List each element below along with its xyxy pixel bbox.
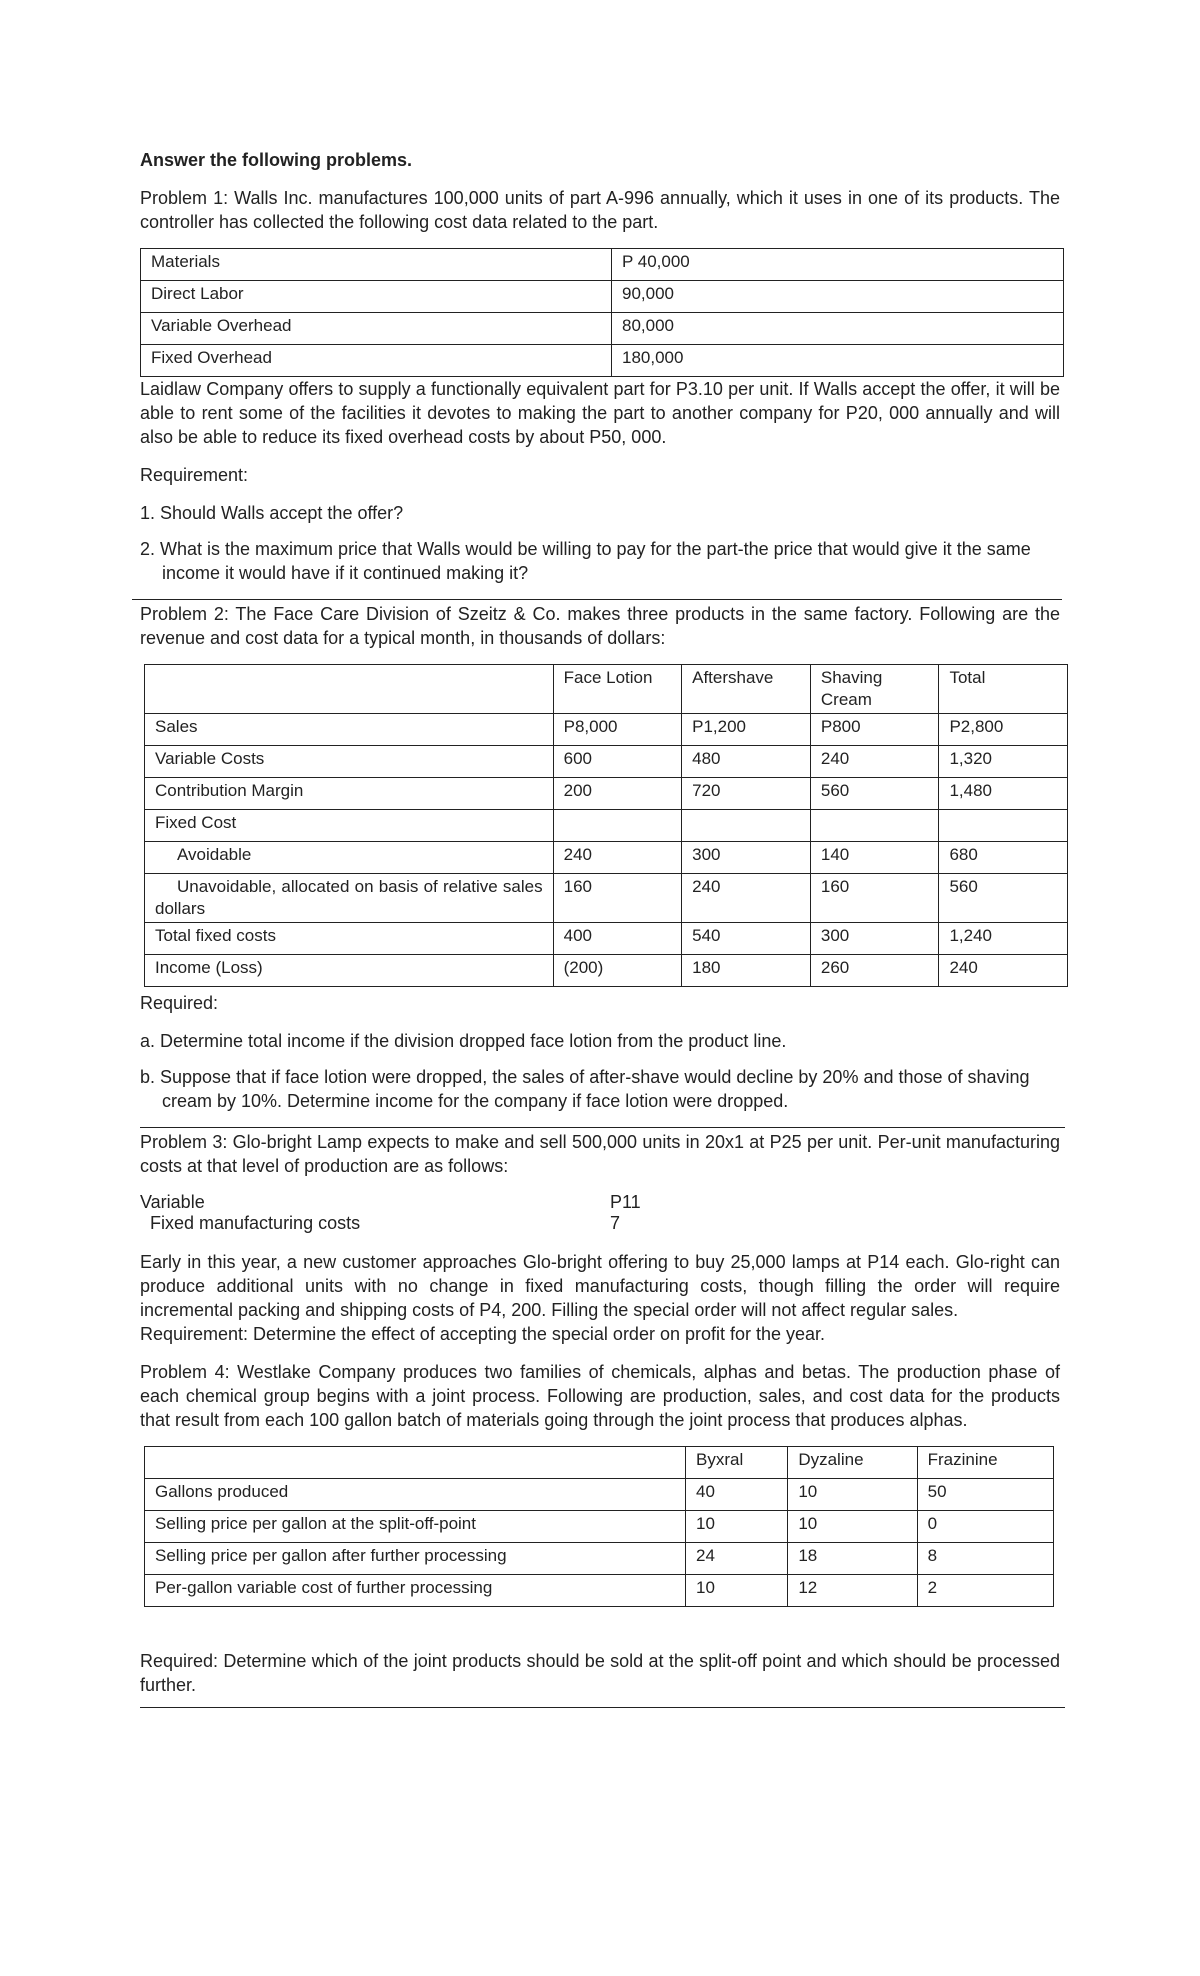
table-row [145,746,1068,778]
cell: 0 [917,1511,1053,1543]
row-label: Income (Loss) [145,955,554,987]
row-label: Contribution Margin [145,778,554,810]
problem-2-table [144,664,1068,987]
cell: P800 [810,714,939,746]
cost-value: P 40,000 [612,249,1064,281]
cell [810,810,939,842]
cell: 560 [939,874,1068,923]
cell: 40 [686,1479,788,1511]
cell [939,810,1068,842]
section-divider [140,1127,1065,1128]
cell: 240 [553,842,682,874]
cell [682,810,811,842]
cell: 720 [682,778,811,810]
problem-3-requirement: Requirement: Determine the effect of accepting the special order on profit for the year. [140,1324,826,1344]
problem-1-offer: Laidlaw Company offers to supply a functionally equivalent part for P3.10 per unit. If Walls accept the offer, it will be able to rent some of the facilities it devotes to making the part to another company for P20, 000 annually and will also be able to reduce its fixed overhead costs by about P50, 000. [140,379,1060,447]
problem-2 [140,602,1060,1113]
cost-label: Fixed manufacturing costs [150,1213,361,1233]
cell: 12 [788,1575,917,1607]
problem-2-questions [140,1029,1060,1113]
problem-1 [140,186,1060,585]
row-label: Variable Costs [145,746,554,778]
problem-3 [140,1130,1060,1346]
table-header-row [145,665,1068,714]
row-label: Total fixed costs [145,923,554,955]
cell: 400 [553,923,682,955]
problem-1-intro: Problem 1: Walls Inc. manufactures 100,000 units of part A-996 annually, which it uses in one of its products. The controller has collected the following cost data related to the part. [140,188,1060,232]
question-a: a. Determine total income if the division dropped face lotion from the product line. [140,1031,787,1051]
cost-label: Variable Overhead [141,313,612,345]
table-row [145,1543,1054,1575]
row-label: Per-gallon variable cost of further processing [145,1575,686,1607]
header-cell: Total [939,665,1068,714]
question-b: b. Suppose that if face lotion were dropped, the sales of after-shave would decline by 20% and those of shaving cream by 10%. Determine income for the company if face lotion were dropped. [140,1067,1030,1111]
cell: 2 [917,1575,1053,1607]
header-cell: Frazinine [917,1447,1053,1479]
cell: 140 [810,842,939,874]
cost-value: 180,000 [612,345,1064,377]
document-page [140,148,1060,1710]
cell: P1,200 [682,714,811,746]
table-row [145,1511,1054,1543]
problem-2-intro: Problem 2: The Face Care Division of Szeitz & Co. makes three products in the same factory. Following are the revenue and cost data for a typical month, in thousands of dollars: [140,604,1060,648]
table-row [141,345,1064,377]
question-1: 1. Should Walls accept the offer? [140,503,404,523]
cell: 560 [810,778,939,810]
cell: 10 [686,1575,788,1607]
header-cell [145,1447,686,1479]
problem-1-cost-table [140,248,1064,377]
problem-4 [140,1360,1060,1697]
cost-label: Materials [141,249,612,281]
table-header-row [145,1447,1054,1479]
table-row [145,923,1068,955]
cell: 8 [917,1543,1053,1575]
row-label: Fixed Cost [145,810,554,842]
cell: P8,000 [553,714,682,746]
cell: 680 [939,842,1068,874]
cell: (200) [553,955,682,987]
document-heading: Answer the following problems. [140,150,413,170]
cell: 1,240 [939,923,1068,955]
cost-value: P11 [610,1192,641,1212]
cell: 540 [682,923,811,955]
problem-3-cost-list [140,1192,1060,1234]
cell: 10 [686,1511,788,1543]
header-cell: Byxral [686,1447,788,1479]
cell: 180 [682,955,811,987]
cost-label: Direct Labor [141,281,612,313]
cell: 24 [686,1543,788,1575]
row-label: Selling price per gallon at the split-off-point [145,1511,686,1543]
problem-3-intro: Problem 3: Glo-bright Lamp expects to make and sell 500,000 units in 20x1 at P25 per unit. Per-unit manufacturing costs at that level of production are as follows: [140,1132,1060,1176]
table-row [145,842,1068,874]
cell: 600 [553,746,682,778]
cell: 18 [788,1543,917,1575]
cell: 160 [810,874,939,923]
problem-1-requirement-label: Requirement: [140,465,249,485]
cell: 10 [788,1479,917,1511]
cell: 300 [682,842,811,874]
row-label: Unavoidable, allocated on basis of relative sales dollars [145,874,554,923]
row-label: Gallons produced [145,1479,686,1511]
table-row [145,955,1068,987]
row-label: Sales [145,714,554,746]
cell: 160 [553,874,682,923]
table-row [145,778,1068,810]
cell: 1,480 [939,778,1068,810]
row-label: Avoidable [145,842,554,874]
table-row [141,313,1064,345]
problem-3-body: Early in this year, a new customer approaches Glo-bright offering to buy 25,000 lamps at P14 each. Glo-right can produce additional units with no change in fixed manufacturing costs, though filling the order will require incremental packing and shipping costs of P4, 200. Filling the special order will not affect regular sales. [140,1252,1060,1320]
cost-value: 7 [610,1213,621,1233]
table-row [141,281,1064,313]
cell: 1,320 [939,746,1068,778]
cell: 10 [788,1511,917,1543]
header-cell [145,665,554,714]
problem-4-intro: Problem 4: Westlake Company produces two families of chemicals, alphas and betas. The production phase of each chemical group begins with a joint process. Following are production, sales, and cost data for the products that result from each 100 gallon batch of materials going through the joint process that produces alphas. [140,1362,1060,1430]
header-cell: Aftershave [682,665,811,714]
cell: 300 [810,923,939,955]
problem-4-table [144,1446,1054,1607]
cell: 240 [939,955,1068,987]
cost-label: Variable [140,1192,205,1212]
row-label: Selling price per gallon after further processing [145,1543,686,1575]
cell: 200 [553,778,682,810]
question-2: 2. What is the maximum price that Walls would be willing to pay for the part-the price that would give it the same income it would have if it continued making it? [140,539,1031,583]
header-cell: Face Lotion [553,665,682,714]
cell: 480 [682,746,811,778]
table-row [145,1575,1054,1607]
cell: 260 [810,955,939,987]
table-row [145,874,1068,923]
cost-label: Fixed Overhead [141,345,612,377]
header-cell: Shaving Cream [810,665,939,714]
table-row [145,1479,1054,1511]
cell: P2,800 [939,714,1068,746]
problem-2-required-label: Required: [140,993,219,1013]
cost-value: 80,000 [612,313,1064,345]
table-row [141,249,1064,281]
cell: 240 [810,746,939,778]
table-row [145,810,1068,842]
problem-1-questions [140,501,1060,585]
cell: 50 [917,1479,1053,1511]
cell: 240 [682,874,811,923]
cell [553,810,682,842]
header-cell: Dyzaline [788,1447,917,1479]
section-divider [140,1707,1065,1708]
cost-value: 90,000 [612,281,1064,313]
problem-4-required: Required: Determine which of the joint products should be sold at the split-off point and which should be processed further. [140,1651,1060,1695]
section-divider [132,599,1062,600]
table-row [145,714,1068,746]
